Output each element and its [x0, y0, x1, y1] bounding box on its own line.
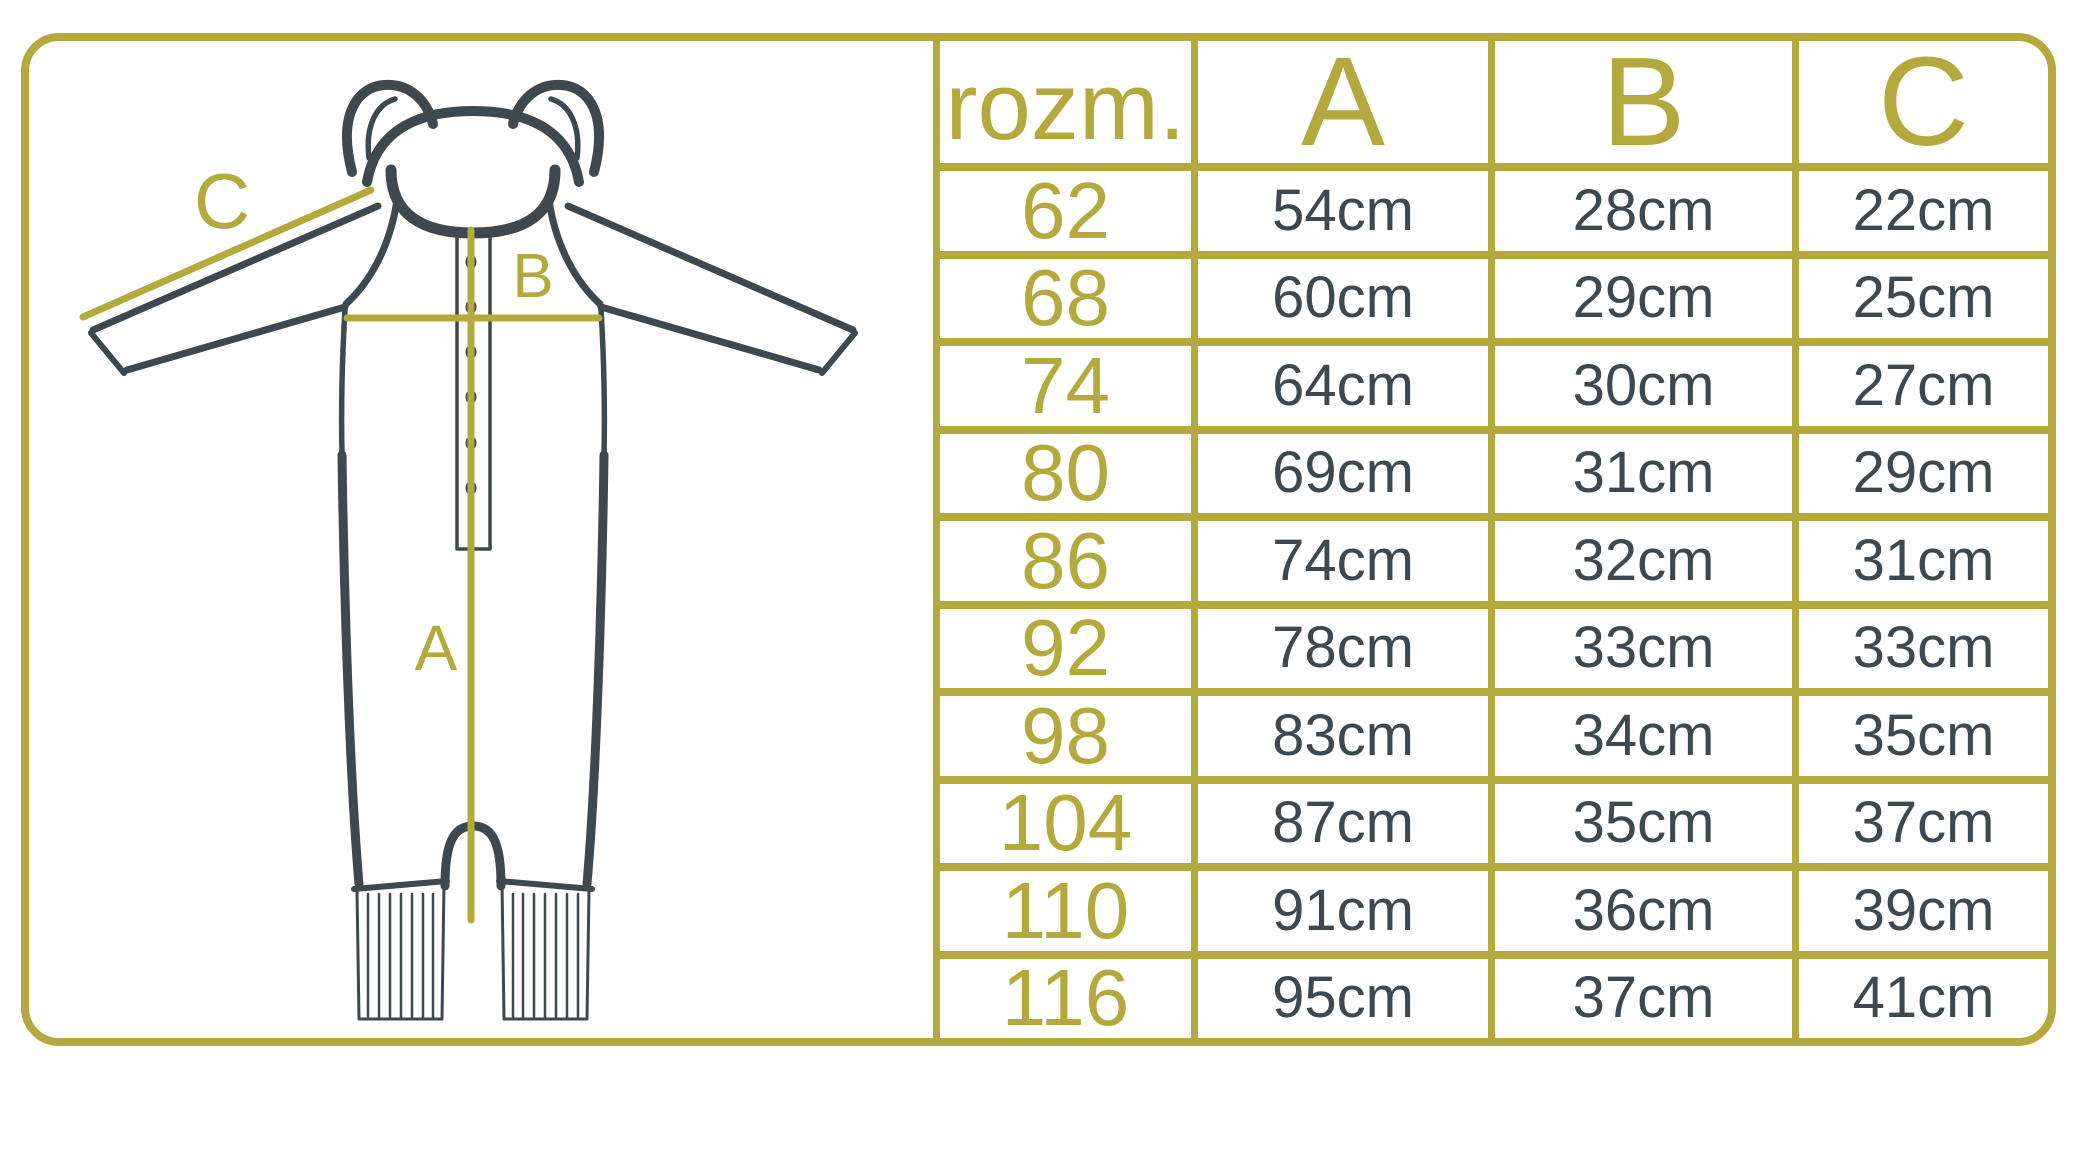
- left-leg-outer: [342, 455, 359, 884]
- measurement-cell: 91cm: [1191, 863, 1488, 951]
- measurement-cell: 31cm: [1488, 426, 1792, 514]
- measurement-cell: 28cm: [1488, 163, 1792, 251]
- hood-face-opening: [391, 170, 555, 233]
- right-ankle-cuff-top: [499, 881, 592, 889]
- size-table: [933, 41, 2048, 1038]
- measurement-cell: 83cm: [1191, 688, 1488, 776]
- measurement-cell: 78cm: [1191, 601, 1488, 689]
- size-cell: 116: [933, 951, 1191, 1039]
- measurement-cell: 35cm: [1792, 688, 2048, 776]
- measurement-cell: 69cm: [1191, 426, 1488, 514]
- size-cell: 62: [933, 163, 1191, 251]
- header-a: A: [1191, 41, 1488, 163]
- measurement-cell: 29cm: [1792, 426, 2048, 514]
- measurement-label-a: A: [414, 612, 458, 684]
- header-size: rozm.: [933, 41, 1191, 163]
- measurement-cell: 25cm: [1792, 251, 2048, 339]
- measurement-cell: 27cm: [1792, 338, 2048, 426]
- header-c: C: [1792, 41, 2048, 163]
- measurement-cell: 60cm: [1191, 251, 1488, 339]
- right-leg-outer: [587, 455, 604, 884]
- measurement-cell: 54cm: [1191, 163, 1488, 251]
- right-torso-side: [601, 309, 604, 455]
- size-cell: 80: [933, 426, 1191, 514]
- measurement-cell: 64cm: [1191, 338, 1488, 426]
- size-cell: 74: [933, 338, 1191, 426]
- measurement-cell: 22cm: [1792, 163, 2048, 251]
- right-sleeve-cuff: [822, 333, 855, 373]
- header-b: B: [1488, 41, 1792, 163]
- measurement-cell: 39cm: [1792, 863, 2048, 951]
- measurement-cell: 33cm: [1792, 601, 2048, 689]
- hood-outline: [367, 111, 579, 182]
- left-ankle-cuff-ribs: [368, 894, 433, 1017]
- measurement-cell: 29cm: [1488, 251, 1792, 339]
- measurement-label-c: C: [193, 157, 251, 245]
- left-sleeve-bottom: [127, 307, 345, 370]
- size-cell: 86: [933, 513, 1191, 601]
- size-cell: 92: [933, 601, 1191, 689]
- measurement-cell: 37cm: [1792, 776, 2048, 864]
- left-sleeve-cuff: [91, 333, 124, 373]
- right-ankle-cuff-ribs: [513, 894, 578, 1017]
- measurement-cell: 35cm: [1488, 776, 1792, 864]
- measurement-cell: 87cm: [1191, 776, 1488, 864]
- size-cell: 104: [933, 776, 1191, 864]
- size-cell: 110: [933, 863, 1191, 951]
- measurement-cell: 95cm: [1191, 951, 1488, 1039]
- size-cell: 68: [933, 251, 1191, 339]
- right-sleeve-bottom: [601, 307, 819, 370]
- measurement-cell: 34cm: [1488, 688, 1792, 776]
- measurement-cell: 37cm: [1488, 951, 1792, 1039]
- measurement-label-b: B: [512, 242, 554, 311]
- romper-diagram: [0, 0, 930, 1176]
- measurement-cell: 36cm: [1488, 863, 1792, 951]
- measurement-cell: 74cm: [1191, 513, 1488, 601]
- measurement-cell: 30cm: [1488, 338, 1792, 426]
- size-cell: 98: [933, 688, 1191, 776]
- measurement-cell: 31cm: [1792, 513, 2048, 601]
- measurement-cell: 33cm: [1488, 601, 1792, 689]
- measurement-cell: 41cm: [1792, 951, 2048, 1039]
- left-torso-side: [342, 309, 345, 455]
- measurement-cell: 32cm: [1488, 513, 1792, 601]
- left-ankle-cuff-top: [354, 881, 447, 889]
